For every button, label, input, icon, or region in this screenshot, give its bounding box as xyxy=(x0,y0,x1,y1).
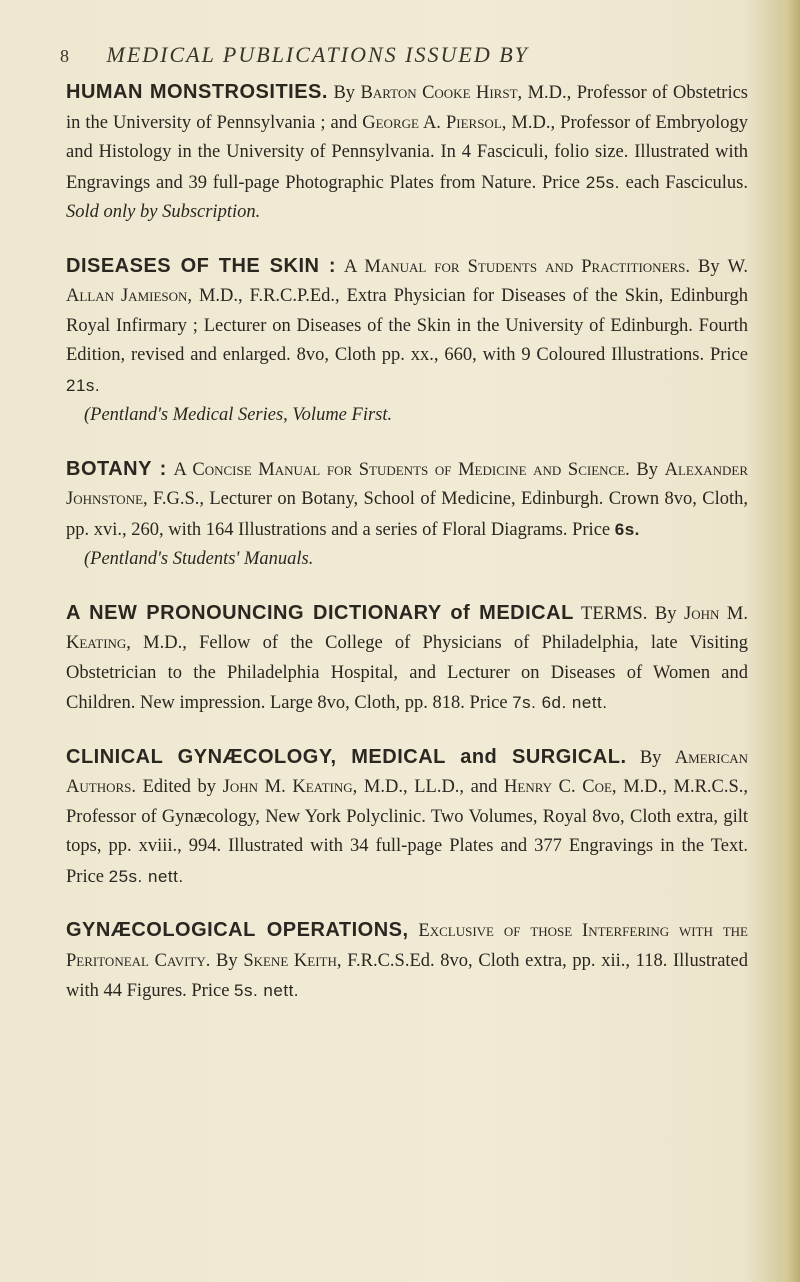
list-item: DISEASES OF THE SKIN : A Manual for Students and Practitioners. By W. Allan Jamieson, M.D., F.R.C.P.Ed., Extra Physician for Diseases of the Skin, Edinburgh Royal Infirmary ; Lecturer on Diseases of the Skin in the University of Edinburgh. Fourth Edition, revised and enlarged. 8vo, Cloth pp. xx., 660, with 9 Coloured Illustrations. Price 21s. (Pentland's Medical Series, Volume First. xyxy=(66,252,748,431)
entry-title-continued: TERMS. xyxy=(581,603,648,624)
entry-price: 21s. xyxy=(66,375,101,395)
entry-author: Skene Keith, xyxy=(243,950,342,971)
entry-price: 25s. nett. xyxy=(108,866,184,886)
entry-subtitle: A Manual for Students and Practitioners. xyxy=(344,256,691,277)
entry-subtitle: Exclusive of those Interfering with the Peritoneal Cavity. xyxy=(66,921,748,971)
entry-coauthor: Henry C. Coe, xyxy=(504,777,617,797)
entry-author: W. Allan Jamieson, M.D., xyxy=(66,256,749,306)
entry-author: American Authors. xyxy=(66,747,749,797)
entry-price: 5s. nett. xyxy=(234,981,300,1000)
list-item: HUMAN MONSTROSITIES. By Barton Cooke Hirst, M.D., Professor of Obstetrics in the University of Pennsylvania ; and George A. Piersol, M.D., Professor of Embryology and Histology in the University of Pennsylvania. In 4 Fasciculi, folio size. Illustrated with Engravings and 39 full-page Photographic Plates from Nature. Price 25s. each Fasciculus. Sold only by Subscription. xyxy=(66,81,749,222)
entry-author: Alexander Johnstone, xyxy=(66,459,749,509)
entry-price: 25s. xyxy=(585,172,620,192)
publication-list xyxy=(66,78,748,1031)
list-item: GYNÆCOLOGICAL OPERATIONS, Exclusive of those Interfering with the Peritoneal Cavity. By Skene Keith, F.R.C.S.Ed. 8vo, Cloth extra, pp. xii., 118. Illustrated with 44 Figures. Price 5s. nett. xyxy=(66,919,749,1001)
entry-subtitle: A Concise Manual for Students of Medicine and Science. xyxy=(173,459,630,480)
page-edge xyxy=(778,0,800,1282)
page-number: 8 xyxy=(60,46,71,66)
header-title: MEDICAL PUBLICATIONS ISSUED BY xyxy=(106,42,529,67)
running-header xyxy=(60,42,760,68)
entry-title: DISEASES OF THE SKIN : xyxy=(66,254,337,277)
entry-title: CLINICAL GYNÆCOLOGY, MEDICAL and SURGICAL. xyxy=(66,745,627,768)
entry-coauthor: George A. Piersol, M.D., xyxy=(362,112,556,133)
entry-note: (Pentland's Students' Manuals. xyxy=(84,549,314,569)
list-item: BOTANY : A Concise Manual for Students of Medicine and Science. By Alexander Johnstone, F.G.S., Lecturer on Botany, School of Medicine, Edinburgh. Crown 8vo, Cloth, pp. xvi., 260, with 164 Illustrations and a series of Floral Diagrams. Price 6s. (Pentland's Students' Manuals. xyxy=(66,455,748,575)
entry-title: GYNÆCOLOGICAL OPERATIONS, xyxy=(66,919,409,941)
entry-note: (Pentland's Medical Series, Volume First. xyxy=(84,405,393,425)
list-item: CLINICAL GYNÆCOLOGY, MEDICAL and SURGICAL. By American Authors. Edited by John M. Keating, M.D., LL.D., and Henry C. Coe, M.D., M.R.C.S., Professor of Gynæcology, New York Polyclinic. Two Volumes, Royal 8vo, Cloth extra, gilt tops, pp. xviii., 994. Illustrated with 34 full-page Plates and 377 Engravings in the Text. Price 25s. nett. xyxy=(66,745,749,887)
entry-title: BOTANY : xyxy=(66,457,167,480)
entry-author: John M. Keating, xyxy=(66,603,748,653)
entry-title: HUMAN MONSTROSITIES. xyxy=(66,81,328,103)
entry-price: 7s. 6d. nett. xyxy=(512,693,608,712)
entry-price: 6s. xyxy=(614,519,640,539)
entry-title: A NEW PRONOUNCING DICTIONARY of MEDICAL xyxy=(66,601,574,624)
entry-editor: John M. Keating, xyxy=(222,777,358,797)
list-item: A NEW PRONOUNCING DICTIONARY of MEDICAL TERMS. By John M. Keating, M.D., Fellow of the College of Physicians of Philadelphia, late Visiting Obstetrician to the Philadelphia Hospital, and Lecturer on Diseases of Women and Children. New impression. Large 8vo, Cloth, pp. 818. Price 7s. 6d. nett. xyxy=(66,601,749,713)
entry-note: Sold only by Subscription. xyxy=(66,202,261,222)
entry-author: Barton Cooke Hirst, M.D., xyxy=(360,83,572,103)
